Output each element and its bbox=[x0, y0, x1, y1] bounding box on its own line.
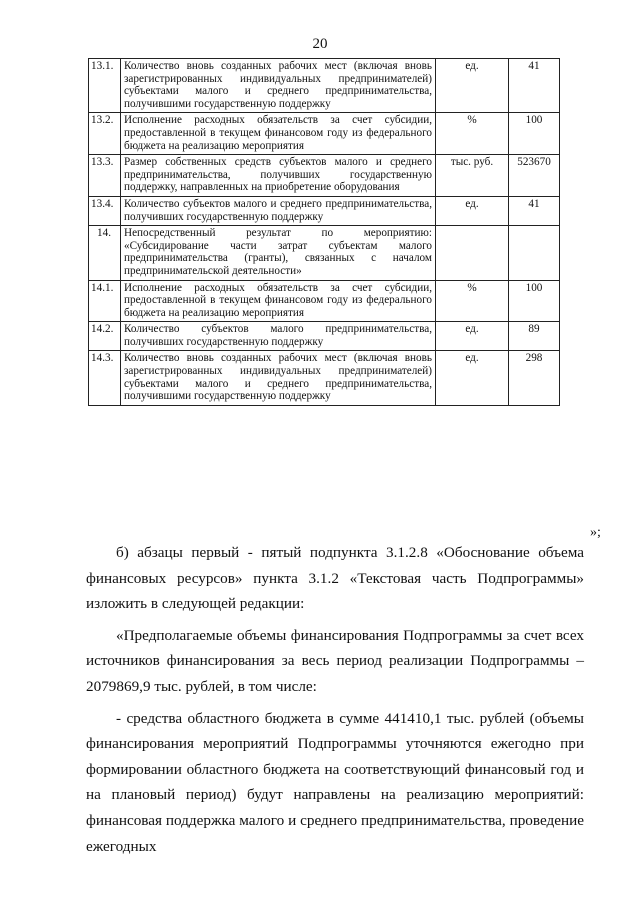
row-value: 41 bbox=[509, 196, 560, 225]
table-row bbox=[89, 113, 560, 155]
row-description: Непосредственный результат по мероприятию: «Субсидирование части затрат субъектам малого предпринимательства (гранты), связанных с началом предпринимательской деятельности» bbox=[121, 226, 436, 280]
paragraph: - средства областного бюджета в сумме 441410,1 тыс. рублей (объемы финансирования мероприятий Подпрограммы уточняются ежегодно при формировании областного бюджета на соответствующий финансовый год и на плановый период) будут направлены на реализацию мероприятий: финансовая поддержка малого и среднего предпринимательства, проведение ежегодных bbox=[86, 709, 584, 855]
row-number: 14.2. bbox=[89, 322, 121, 351]
row-unit: ед. bbox=[436, 196, 509, 225]
row-description: Количество субъектов малого и среднего предпринимательства, получивших государственную поддержку bbox=[121, 196, 436, 225]
row-description: Количество вновь созданных рабочих мест (включая вновь зарегистрированных индивидуальных предпринимателей) субъектами малого и среднего предпринимательства, получившими государственную поддержку bbox=[121, 59, 436, 113]
table-row bbox=[89, 196, 560, 225]
row-unit: ед. bbox=[436, 351, 509, 405]
row-value: 523670 bbox=[509, 155, 560, 197]
row-number: 14. bbox=[89, 226, 121, 280]
row-description: Исполнение расходных обязательств за счет субсидии, предоставленной в текущем финансовом году из федерального бюджета на реализацию мероприятия bbox=[121, 113, 436, 155]
row-description: Размер собственных средств субъектов малого и среднего предпринимательства, получивших государственную поддержку, направленных на приобретение оборудования bbox=[121, 155, 436, 197]
row-unit: % bbox=[436, 280, 509, 322]
body-text bbox=[86, 540, 584, 859]
paragraph: б) абзацы первый - пятый подпункта 3.1.2.8 «Обоснование объема финансовых ресурсов» пункта 3.1.2 «Текстовая часть Подпрограммы» изложить в следующей редакции: bbox=[86, 544, 584, 613]
row-unit: тыс. руб. bbox=[436, 155, 509, 197]
row-number: 13.3. bbox=[89, 155, 121, 197]
row-unit bbox=[436, 226, 509, 280]
table-row bbox=[89, 59, 560, 113]
row-number: 13.2. bbox=[89, 113, 121, 155]
table-row bbox=[89, 351, 560, 405]
row-value bbox=[509, 226, 560, 280]
row-description: Исполнение расходных обязательств за счет субсидии, предоставленной в текущем финансовом году из федерального бюджета на реализацию мероприятия bbox=[121, 280, 436, 322]
row-number: 13.4. bbox=[89, 196, 121, 225]
row-number: 14.3. bbox=[89, 351, 121, 405]
row-value: 41 bbox=[509, 59, 560, 113]
row-value: 100 bbox=[509, 113, 560, 155]
page-number: 20 bbox=[312, 36, 328, 52]
table-row bbox=[89, 322, 560, 351]
table-row bbox=[89, 280, 560, 322]
row-description: Количество субъектов малого предпринимательства, получивших государственную поддержку bbox=[121, 322, 436, 351]
row-unit: ед. bbox=[436, 322, 509, 351]
paragraph: «Предполагаемые объемы финансирования Подпрограммы за счет всех источников финансирования за весь период реализации Подпрограммы – 2079869,9 тыс. рублей, в том числе: bbox=[86, 626, 584, 695]
row-unit: % bbox=[436, 113, 509, 155]
row-value: 89 bbox=[509, 322, 560, 351]
table-row bbox=[89, 226, 560, 280]
row-description: Количество вновь созданных рабочих мест (включая вновь зарегистрированных индивидуальных предпринимателей) субъектами малого и среднего предпринимательства, получившими государственную поддержку bbox=[121, 351, 436, 405]
row-number: 13.1. bbox=[89, 59, 121, 113]
indicators-table bbox=[88, 58, 560, 406]
table-row bbox=[89, 155, 560, 197]
closing-quote-mark: »; bbox=[590, 525, 601, 540]
row-unit: ед. bbox=[436, 59, 509, 113]
row-value: 100 bbox=[509, 280, 560, 322]
row-value: 298 bbox=[509, 351, 560, 405]
row-number: 14.1. bbox=[89, 280, 121, 322]
